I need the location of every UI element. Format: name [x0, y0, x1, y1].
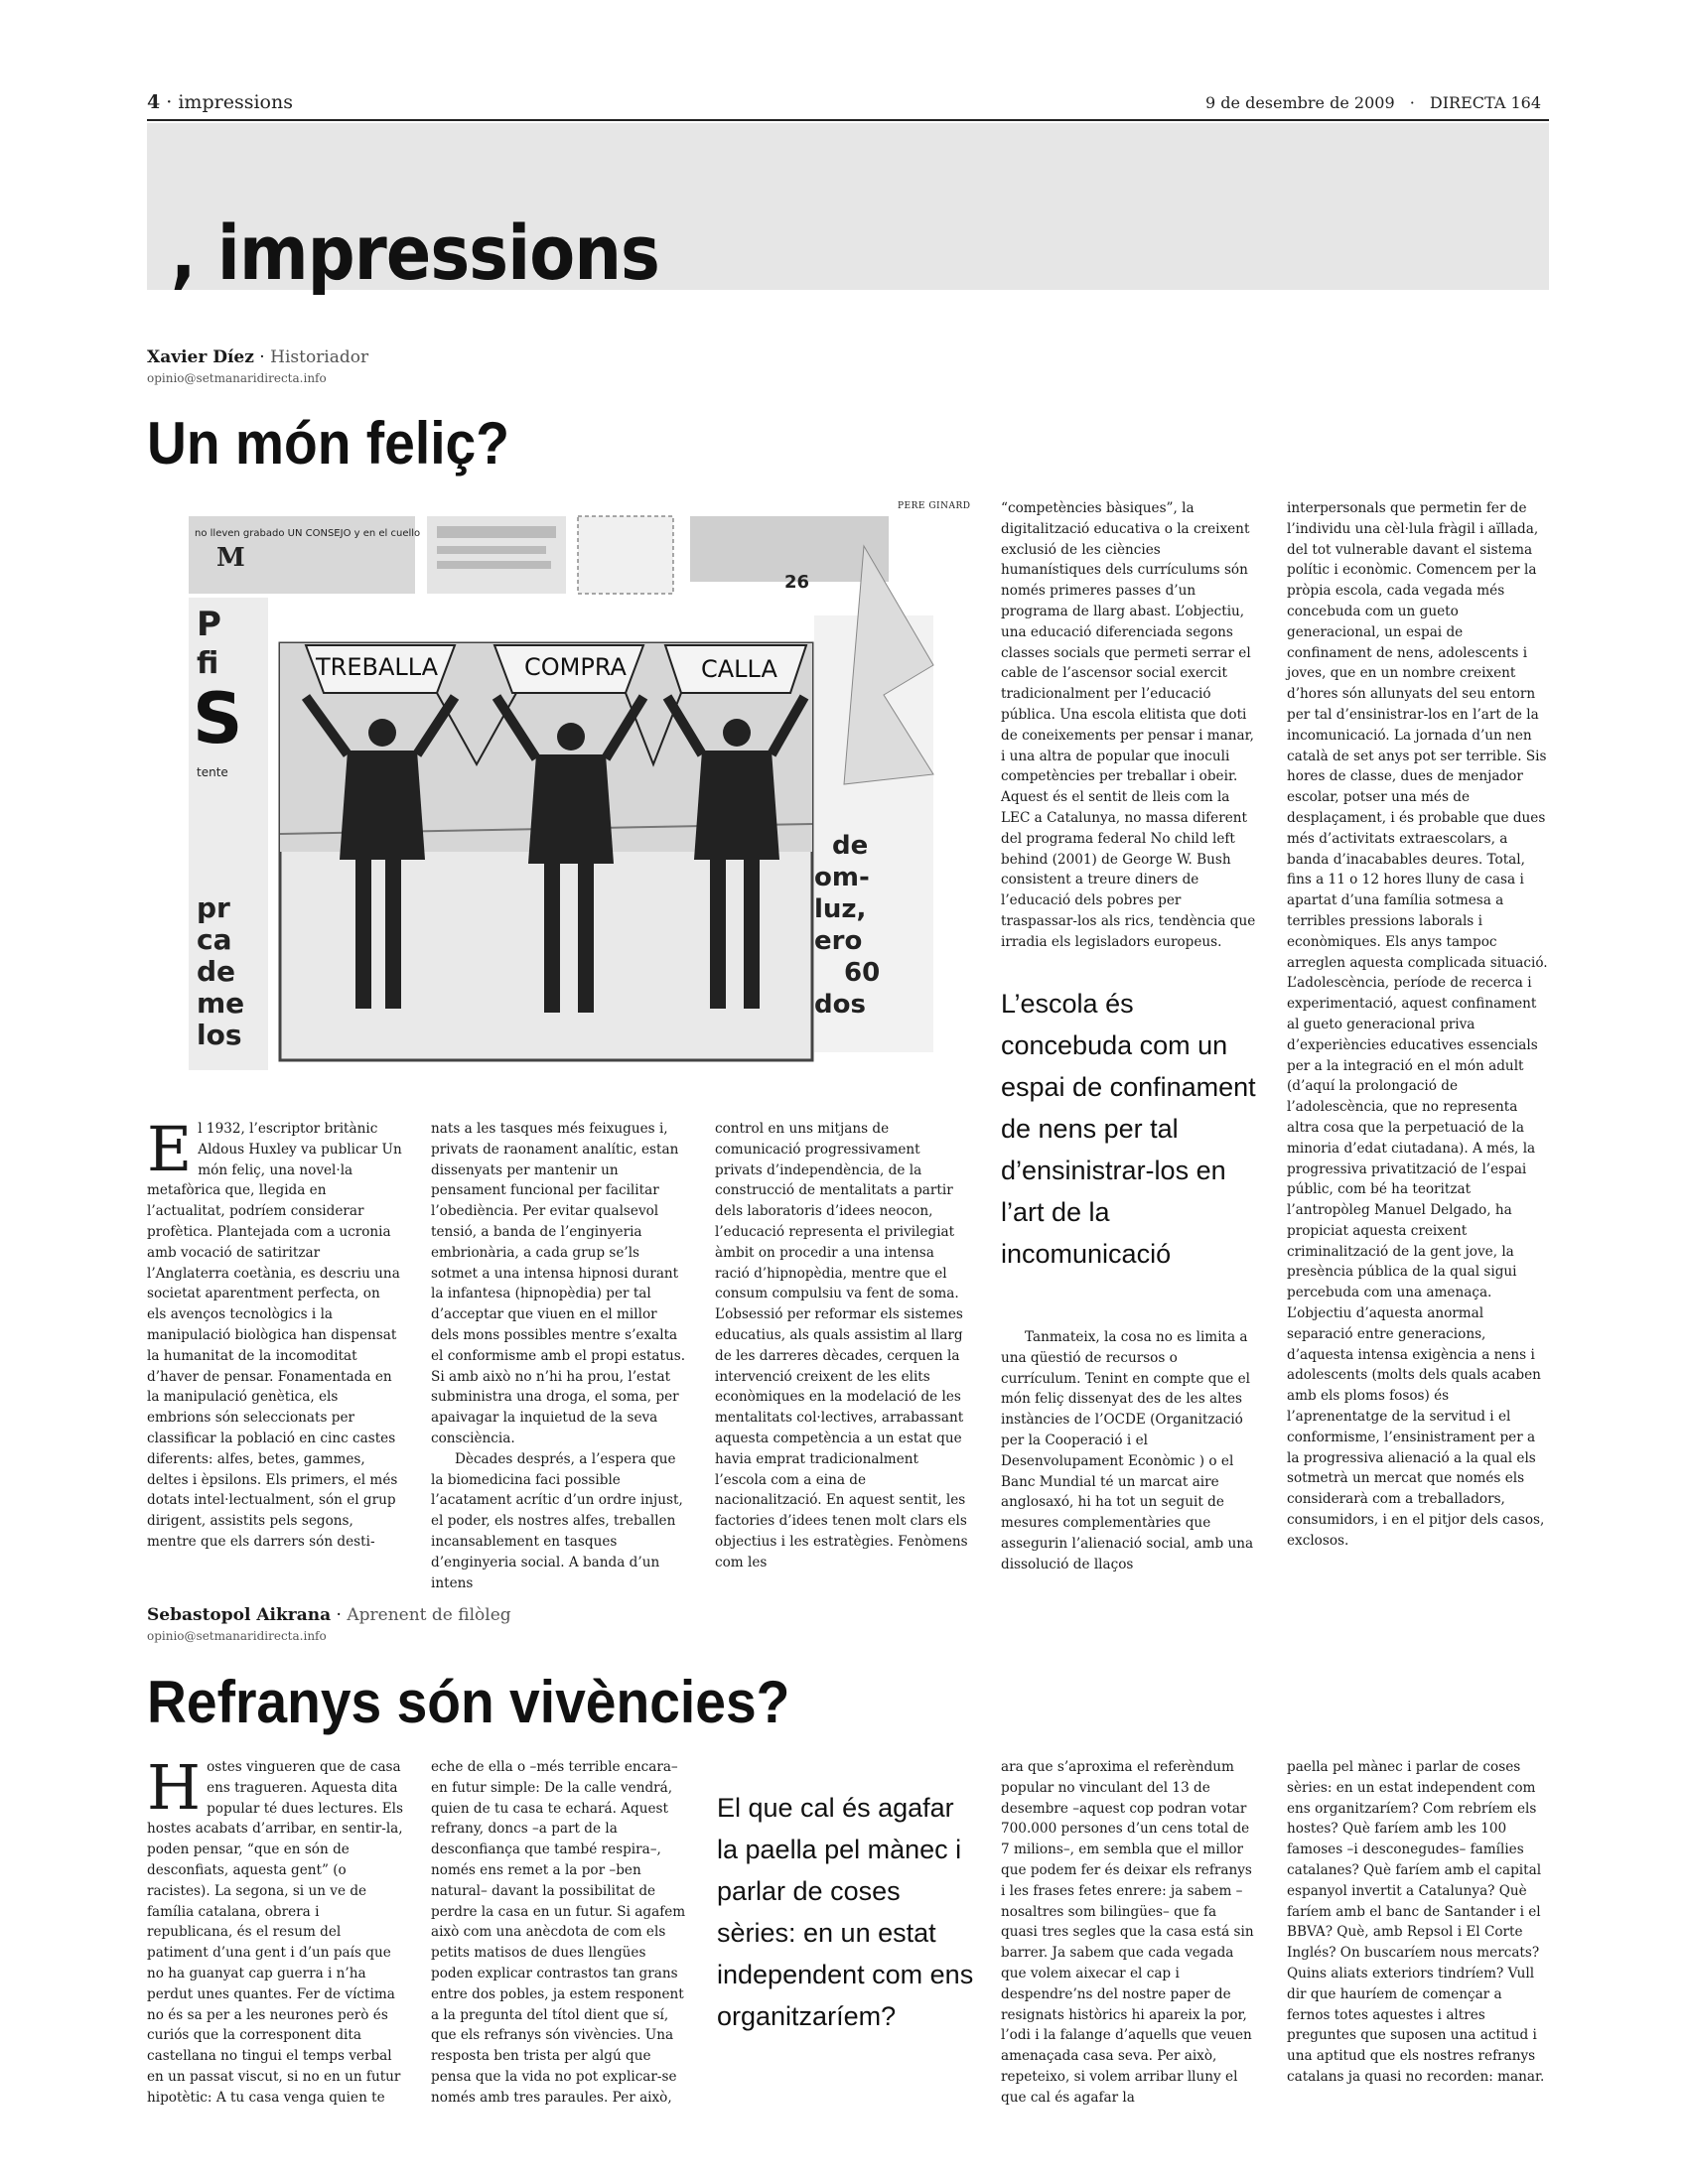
fragment-tente: tente — [197, 765, 228, 779]
clipping-text: no lleven grabado UN CONSEJO y en el cuello — [195, 528, 421, 539]
article2-byline — [147, 1605, 511, 1625]
fragment-60: 60 — [844, 958, 881, 988]
article2-role: Aprenent de filòleg — [347, 1605, 511, 1625]
article2-pull-quote: El que cal és agafar la paella pel mànec i parlar de coses sèries: en un estat independent com ens organitzaríem? — [717, 1793, 974, 2031]
article1-col1-text: l 1932, l’escriptor britànic Aldous Huxley va publicar Un món feliç, una novel·la metafòrica que, llegida en l’actualitat, podríem considerar profètica. Plantejada com a ucronia amb vocació de satiritzar l’Anglaterra coetània, es descriu una societat aparentment perfecta, on els avenços tecnològics i la manipulació biològica han dispensat la humanitat de la incomoditat d’haver de pensar. Fonamentada en la manipulació genètica, els embrions són seleccionats per classificar la població en cinc castes diferents: alfes, betes, gammes, deltes i èpsilons. Els primers, el més dotats intel·lectualment, són el grup dirigent, assistits pels segons, mentre que els darrers són desti- — [147, 1121, 402, 1550]
article1-col4-bottom-text: Tanmateix, la cosa no es limita a una qüestió de recursos o currículum. Tenint en compte que el món feliç dissenyat des de les altes instàncies de l’OCDE (Organització per la Cooperació i el Desenvolupament Econòmic ) o el Banc Mundial té un marcat aire anglosaxó, hi ha tot un seguit de mesures complementàries que assegurin l’alienació social, amb una dissolució de llaços — [1001, 1329, 1254, 1572]
article1-author-separator: · — [253, 347, 271, 367]
clipping-letter-m: M — [216, 543, 245, 573]
article1-column-5 — [1287, 498, 1549, 1551]
header-dot: · — [1409, 93, 1415, 112]
fragment-pr: pr — [197, 891, 230, 924]
article1-email: opinio@setmanaridirecta.info — [147, 371, 327, 385]
banner-compra: COMPRA — [524, 653, 627, 681]
article1-headline: Un món feliç? — [147, 410, 509, 477]
fragment-fi: fi — [197, 646, 219, 681]
article2-author: Sebastopol Aikrana — [147, 1605, 332, 1625]
article2-col4-text: ara que s’aproxima el referèndum popular no vinculant del 13 de desembre –aquest cop podran votar 700.000 persones d’un cens total de 7 milions–, em sembla que el millor que podem fer és deixar els refranys i les frases fetes enrere: ja sabem –nosaltres som bilingües– que fa quasi tres segles que la casa está sin barrer. Ja sabem que cada vegada que volem aixecar el cap i despendre’ns del nostre paper de resignats històrics hi apareix la por, l’odi i la falange d’aquells que veuen amenaçada casa seva. Per això, repeteixo, si volem arribar lluny el que cal és agafar la — [1001, 1759, 1254, 2106]
running-header-left — [147, 91, 293, 113]
page-number: 4 — [147, 91, 161, 113]
photo-credit: PERE GINARD — [898, 501, 971, 511]
collage-illustration — [189, 516, 933, 1070]
article1-column-3 — [715, 1119, 971, 1570]
article1-column-2 — [431, 1119, 687, 1591]
article1-column-4-bottom — [1001, 1327, 1257, 1572]
article1-col2-p2: Dècades després, a l’espera que la biomedicina faci possible l’acatament acrític d’un ordre injust, el poder, els nostres alfes, treballen incansablement en tasques d’enginyeria social. A banda d’un intens — [431, 1450, 683, 1591]
fragment-de-right: de — [832, 831, 869, 861]
fragment-de: de — [197, 955, 236, 988]
article1-col3-text: control en uns mitjans de comunicació progressivament privats d’independència, de la construcció de mentalitats a partir dels laboratoris d’idees neocon, l’educació representa el privilegiat àmbit on procedir a una intensa ració d’hipnopèdia, mentre que el consum compulsiu va fent de soma. L’obsessió per reformar els sistemes educatius, als quals assistim al llarg de les darreres dècades, cerquen la intervenció creixent de les elits econòmiques en la modelació de les mentalitats col·lectives, arrabassant aquesta competència a un estat que havia emprat tradicionalment l’escola com a eina de nacionalització. En aquest sentit, les factories d’idees tenen molt clars els objectius i les estratègies. Fenòmens com les — [715, 1121, 968, 1570]
article2-column-2 — [431, 1757, 687, 2106]
fragment-dos: dos — [814, 990, 866, 1020]
section-title: , impressions — [171, 208, 659, 297]
fragment-me: me — [197, 987, 245, 1020]
article1-pull-quote: L’escola és concebuda com un espai de confinament de nens per tal d’ensinistrar-los en l’art de la incomunicació — [1001, 989, 1256, 1269]
article2-col1-text: ostes vingueren que de casa ens tragueren. Aquesta dita popular té dues lectures. Els hostes acabats d’arribar, en sentir-la, poden pensar, “que en són de desconfiats, aquesta gent” (o racistes). La segona, si un ve de família catalana, obrera i republicana, és el resum del patiment d’una gent i d’un país que no ha guanyat cap guerra i n’ha perdut unes quantes. Fer de víctima no és sa per a les neurones però és curiós que la corresponent dita castellana no tingui el temps verbal en un passat viscut, si no en un futur hipotètic: A tu casa venga quien te — [147, 1759, 403, 2106]
article2-col5-text: paella pel mànec i parlar de coses sèries: en un estat independent com ens organitzaríem? Com rebríem els hostes? Què faríem amb les 100 famoses –i desconegudes– famílies catalanes? Què faríem amb el capital espanyol invertit a Catalunya? Què faríem amb el banc de Santander i el BBVA? Què, amb Repsol i El Corte Inglés? On buscaríem nous mercats? Quins aliats exteriors tindríem? Vull dir que hauríem de començar a fernos totes aquestes i altres preguntes que suposen una actitud i una aptitud que els nostres refranys catalans ja quasi no recorden: manar. — [1287, 1759, 1545, 2085]
header-separator: · — [160, 91, 179, 113]
article2-author-separator: · — [331, 1605, 348, 1625]
running-header-right — [1205, 93, 1541, 112]
article2-dropcap: H — [147, 1751, 202, 1824]
article2-email: opinio@setmanaridirecta.info — [147, 1629, 327, 1643]
article1-dropcap: E — [147, 1113, 193, 1185]
article1-role: Historiador — [270, 347, 369, 367]
clipping-number: 26 — [784, 572, 810, 593]
article1-column-1 — [147, 1113, 403, 1550]
fragment-p: P — [197, 605, 221, 644]
article2-col2-text: eche de ella o –més terrible encara– en futur simple: De la calle vendrá, quien de tu casa te echará. Aquest refrany, doncs –a part de la desconfiança que també respira–, només ens remet a la por –ben natural– davant la possibilitat de perdre la casa en un futur. Si agafem això com una anècdota de com els petits matisos de dues llengües poden explicar contrastos tan grans entre dos pobles, ja estem responent a la pregunta del títol dient que sí, que els refranys són vivències. Una resposta ben trista per algú que pensa que la vida no pot explicar-se només amb tres paraules. Per això, — [431, 1759, 686, 2106]
article2-column-4 — [1001, 1757, 1257, 2106]
banner-calla: CALLA — [701, 655, 777, 683]
article1-column-4-top — [1001, 498, 1257, 965]
publication-issue: DIRECTA 164 — [1429, 93, 1541, 112]
article1-col4-top-text: “competències bàsiques”, la digitalització educativa o la creixent exclusió de les ciències humanístiques dels currículums són només primeres passes d’un programa de llarg abast. L’objectiu, una educació diferenciada segons classes socials que permeti serrar el cable de l’ascensor social exercit tradicionalment per l’educació pública. Una escola elitista que doti de coneixements per pensar i manar, i una altra de popular que inoculi competències per treballar i obeir. Aquest és el sentit de lleis com la LEC a Catalunya, no massa diferent del programa federal No child left behind (2001) de George W. Bush consistent a treure diners de l’educació dels pobres per traspassar-los als rics, tendència que irradia els legisladors europeus. — [1001, 500, 1256, 950]
issue-date: 9 de desembre de 2009 — [1205, 93, 1395, 112]
article1-col2-p1: nats a les tasques més feixugues i, privats de raonament analític, estan dissenyats per mantenir un pensament funcional per facilitar l’obediència. Per evitar qualsevol tensió, a banda de l’enginyeria embrionària, a cada grup se’ls sotmet a una intensa hipnosi durant la infantesa (hipnopèdia) per tal d’acceptar que viuen en el millor dels mons possibles mentre s’exalta el conformisme amb el propi estatus. Si amb això no n’hi ha prou, l’estat subministra una droga, el soma, per apaivagar la inquietud de la seva consciència. — [431, 1121, 686, 1446]
section-name: impressions — [178, 91, 293, 113]
banner-treballa: TREBALLA — [316, 653, 439, 681]
fragment-s: S — [193, 678, 243, 759]
fragment-los: los — [197, 1019, 242, 1051]
article2-headline: Refranys són vivències? — [147, 1669, 790, 1735]
article1-col5-text: interpersonals que permetin fer de l’individu una cèl·lula fràgil i aïllada, del tot vulnerable davant el sistema polític i econòmic. Comencem per la pròpia escola, cada vegada més concebuda com un gueto generacional, un espai de confinament de nens, adolescents i joves, que en un nombre creixent d’hores són allunyats del seu entorn per tal d’ensinistrar-los en l’art de la incomunicació. La jornada d’un nen català de set anys pot ser terrible. Sis hores de classe, dues de menjador escolar, potser una més de desplaçament, i és probable que dues més d’activitats extraescolars, a banda d’inacabables deures. Total, fins a 11 o 12 hores lluny de casa i apartat d’una família sotmesa a terribles pressions laborals i econòmiques. Els anys tampoc arreglen aquesta complicada situació. L’adolescència, període de recerca i experimentació, aquest confinament al gueto generacional priva d’experiències educatives essencials per a la integració en el món adult (d’aquí la prolongació de l’adolescència, que no representa altra cosa que la perpetuació de la minoria d’edat ciutadana). A més, la progressiva privatització de l’espai públic, com bé ha teoritzat l’antropòleg Manuel Delgado, ha propiciat aquesta creixent criminalització de la gent jove, la presència pública de la qual sigui percebuda com una amenaça. L’objectiu d’aquesta anormal separació entre generacions, d’aquesta intensa exigència a nens i adolescents (molts dels quals acaben amb els ploms fosos) és l’aprenentatge de la servitud i el conformisme, l’ensinistrament per a la progressiva alienació a la qual els sotmetrà un mercat que només els considerarà com a treballadors, consumidors, i en el pitjor dels casos, exclosos. — [1287, 500, 1548, 1549]
fragment-ero: ero — [814, 926, 863, 956]
article1-author: Xavier Díez — [147, 347, 254, 367]
article1-byline — [147, 347, 368, 367]
article2-column-1 — [147, 1751, 403, 2106]
fragment-om: om- — [814, 863, 870, 892]
fragment-luz: luz, — [814, 894, 867, 924]
article2-column-5 — [1287, 1757, 1549, 2095]
header-rule — [147, 119, 1549, 121]
fragment-ca: ca — [197, 923, 232, 956]
